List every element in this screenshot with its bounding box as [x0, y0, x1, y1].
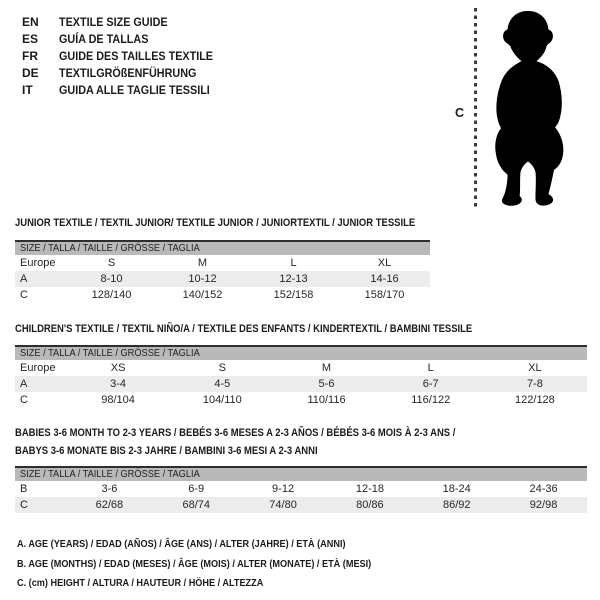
size-cell: 104/110 — [202, 394, 242, 406]
size-cell: 10-12 — [188, 273, 217, 285]
table-row-europe — [15, 360, 587, 376]
size-cell: 116/122 — [411, 394, 451, 406]
size-cell: 7-8 — [526, 378, 543, 390]
language-code: IT — [22, 83, 33, 97]
section-title-text: JUNIOR TEXTILE / TEXTIL JUNIOR/ TEXTILE JUNIOR / JUNIORTEXTIL / JUNIOR TESSILE — [15, 217, 416, 229]
size-cell: XL — [528, 362, 542, 374]
table-row-height — [15, 497, 587, 513]
table-row-age — [15, 271, 430, 287]
size-cell: 80/86 — [356, 499, 384, 511]
section-title-junior — [15, 214, 480, 232]
footnote-a: A. AGE (YEARS) / EDAD (AÑOS) / ÂGE (ANS) / ALTER (JAHRE) / ETÀ (ANNI) — [17, 538, 346, 550]
children-size-table — [15, 345, 587, 408]
height-marker-label: C — [455, 106, 465, 120]
size-cell: 68/74 — [182, 499, 210, 511]
size-cell: 9-12 — [272, 483, 295, 495]
size-cell: 3-4 — [110, 378, 127, 390]
size-header-text: SIZE / TALLA / TAILLE / GRÖSSE / TAGLIA — [20, 468, 200, 480]
size-cell: 6-9 — [188, 483, 205, 495]
row-label: Europe — [20, 257, 56, 269]
size-cell: 5-6 — [318, 378, 335, 390]
language-label: TEXTILE SIZE GUIDE — [59, 15, 168, 29]
row-label: Europe — [20, 362, 56, 374]
height-dashed-line — [474, 8, 477, 207]
language-row — [22, 14, 230, 31]
size-cell: 98/104 — [101, 394, 135, 406]
footnote-legend — [17, 535, 424, 594]
size-cell: 8-10 — [100, 273, 123, 285]
language-row — [22, 82, 230, 99]
section-title-text: CHILDREN'S TEXTILE / TEXTIL NIÑO/A / TEXTILE DES ENFANTS / KINDERTEXTIL / BAMBINI TESSILE — [15, 323, 473, 335]
size-cell: 18-24 — [442, 483, 471, 495]
row-label: A — [20, 273, 28, 285]
size-cell: M — [321, 362, 332, 374]
language-list — [22, 14, 230, 99]
section-title-text: BABIES 3-6 MONTH TO 2-3 YEARS / BEBÉS 3-6 MESES A 2-3 AÑOS / BÉBÉS 3-6 MOIS À 2-3 ANS / — [15, 427, 456, 439]
size-cell: 158/170 — [364, 289, 405, 301]
section-title-babies — [15, 424, 527, 460]
language-label: GUIDE DES TAILLES TEXTILE — [59, 49, 214, 63]
language-label: GUIDA ALLE TAGLIE TESSILI — [59, 83, 210, 97]
size-cell: 3-6 — [101, 483, 118, 495]
size-cell: 74/80 — [269, 499, 297, 511]
size-cell: 86/92 — [442, 499, 471, 511]
row-label: C — [20, 499, 28, 511]
junior-size-table — [15, 240, 430, 303]
size-cell: 14-16 — [370, 273, 399, 285]
language-row — [22, 31, 230, 48]
toddler-silhouette-image — [483, 9, 573, 209]
size-cell: S — [107, 257, 116, 269]
size-header-bar — [15, 240, 430, 255]
size-cell: 152/158 — [273, 289, 314, 301]
size-cell: 12-18 — [355, 483, 384, 495]
size-cell: 62/68 — [95, 499, 124, 511]
table-row-height — [15, 392, 587, 408]
size-header-text: SIZE / TALLA / TAILLE / GRÖSSE / TAGLIA — [20, 347, 200, 359]
size-cell: XS — [110, 362, 126, 374]
language-row — [22, 48, 230, 65]
size-cell: 128/140 — [91, 289, 132, 301]
table-row-age — [15, 376, 587, 392]
size-cell: 110/116 — [307, 394, 346, 406]
size-cell: 4-5 — [214, 378, 231, 390]
size-cell: M — [197, 257, 208, 269]
babies-size-table — [15, 466, 587, 513]
row-label: C — [20, 394, 28, 406]
language-row — [22, 65, 230, 82]
footnote-c: C. (cm) HEIGHT / ALTURA / HAUTEUR / HÖHE / ALTEZZA — [17, 577, 264, 589]
language-code: DE — [22, 66, 39, 80]
size-cell: L — [427, 362, 434, 374]
size-cell: L — [290, 257, 297, 269]
size-header-bar — [15, 345, 587, 360]
language-code: FR — [22, 49, 38, 63]
size-cell: 12-13 — [279, 273, 308, 285]
size-cell: 24-36 — [529, 483, 558, 495]
size-cell: XL — [377, 257, 392, 269]
language-code: EN — [22, 15, 39, 29]
size-cell: 122/128 — [515, 394, 555, 406]
section-title-text: BABYS 3-6 MONATE BIS 2-3 JAHRE / BAMBINI 3-6 MESI A 2-3 ANNI — [15, 445, 318, 457]
section-title-children — [15, 320, 547, 338]
size-cell: 140/152 — [182, 289, 223, 301]
language-code: ES — [22, 32, 39, 46]
size-header-text: SIZE / TALLA / TAILLE / GRÖSSE / TAGLIA — [20, 242, 200, 254]
table-row-europe — [15, 255, 430, 271]
language-label: TEXTILGRÖßENFÜHRUNG — [59, 66, 197, 80]
size-cell: 6-7 — [422, 378, 439, 390]
footnote-b: B. AGE (MONTHS) / EDAD (MESES) / ÂGE (MOIS) / ALTER (MONATE) / ETÀ (MESI) — [17, 557, 372, 570]
table-row-height — [15, 287, 430, 303]
size-header-bar — [15, 466, 587, 481]
size-cell: 92/98 — [529, 499, 558, 511]
row-label: C — [20, 289, 28, 301]
row-label: B — [20, 483, 28, 495]
table-row-age-months — [15, 481, 587, 497]
row-label: A — [20, 378, 28, 390]
size-cell: S — [218, 362, 226, 374]
language-label: GUÍA DE TALLAS — [59, 32, 149, 46]
